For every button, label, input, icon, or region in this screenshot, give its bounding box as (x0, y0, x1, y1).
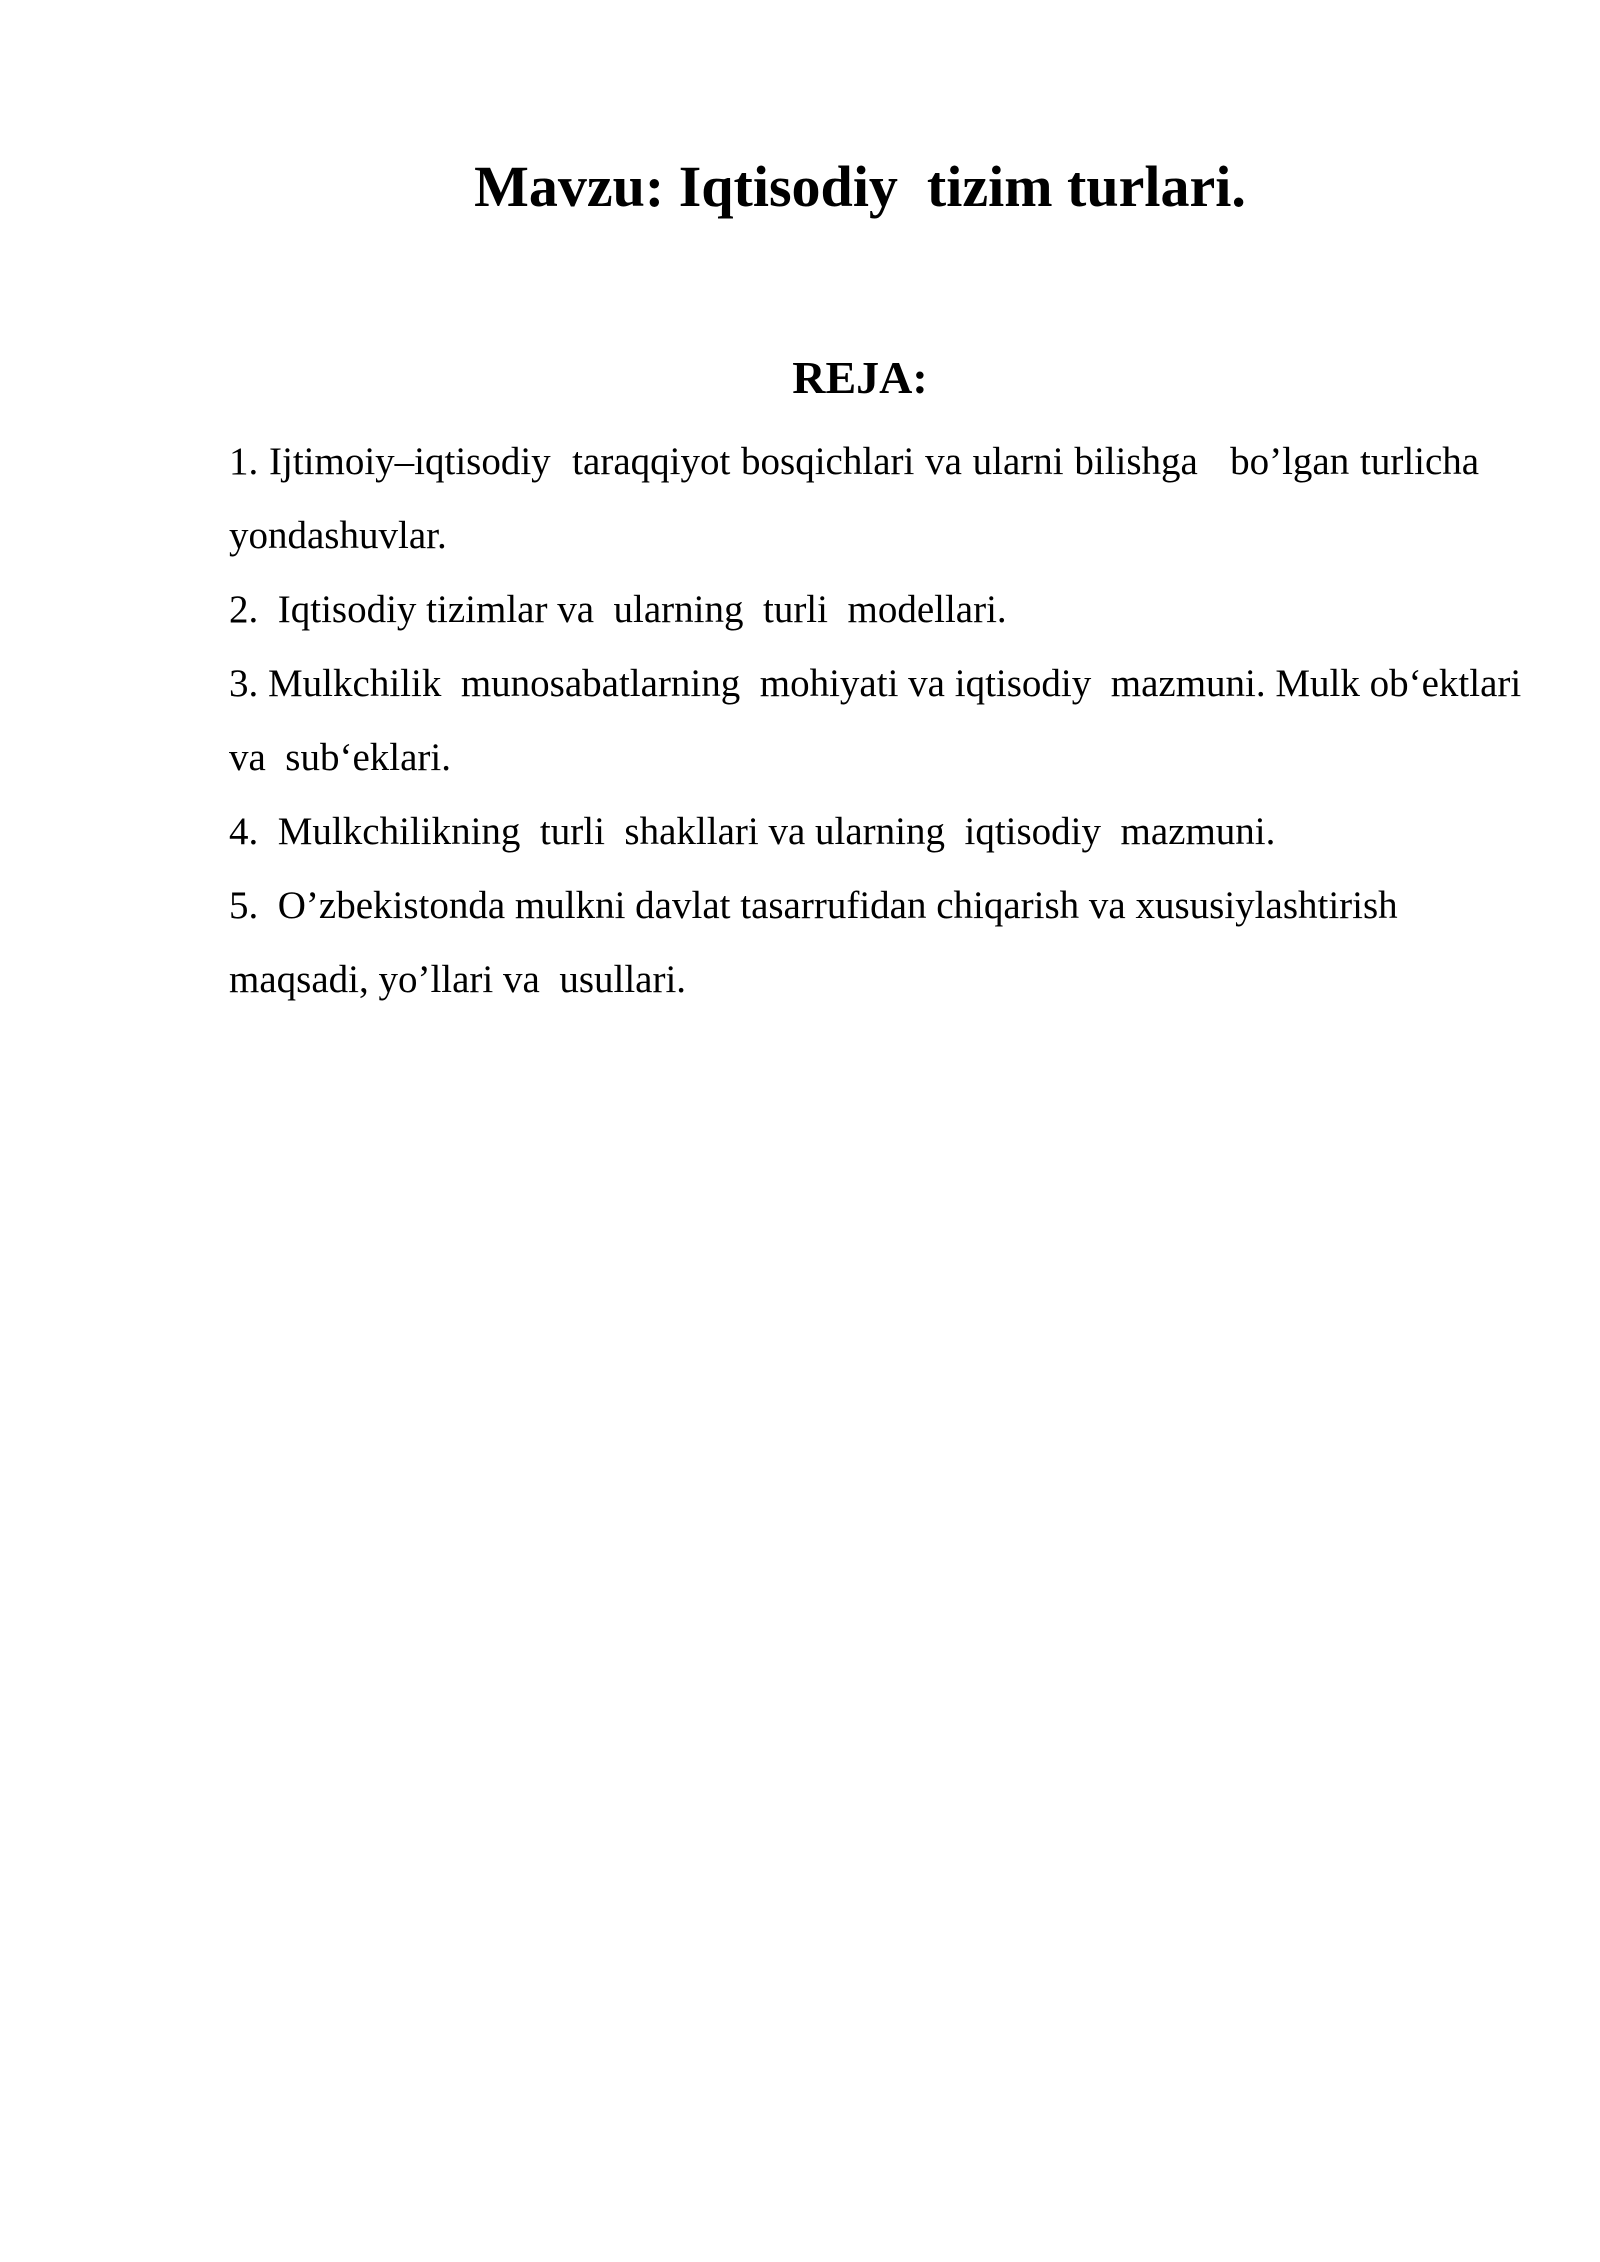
plan-list (229, 425, 1529, 1017)
plan-item-1: 1. Ijtimoiy–iqtisodiy taraqqiyot bosqichlari va ularni bilishga bo’lgan turlicha yondashuvlar. (229, 440, 1490, 557)
plan-item-3: 3. Mulkchilik munosabatlarning mohiyati va iqtisodiy mazmuni. Mulk ob‘ektlari va sub‘eklari. (229, 662, 1531, 779)
plan-item-4: 4. Mulkchilikning turli shakllari va ularning iqtisodiy mazmuni. (229, 810, 1276, 853)
plan-item-5: 5. O’zbekistonda mulkni davlat tasarrufidan chiqarish va xususiylashtirish maqsadi, yo’llari va usullari. (229, 884, 1408, 1001)
document-title: Mavzu: Iqtisodiy tizim turlari. (474, 154, 1246, 219)
plan-item-2: 2. Iqtisodiy tizimlar va ularning turli modellari. (229, 588, 1007, 631)
plan-heading: REJA: (792, 352, 928, 403)
